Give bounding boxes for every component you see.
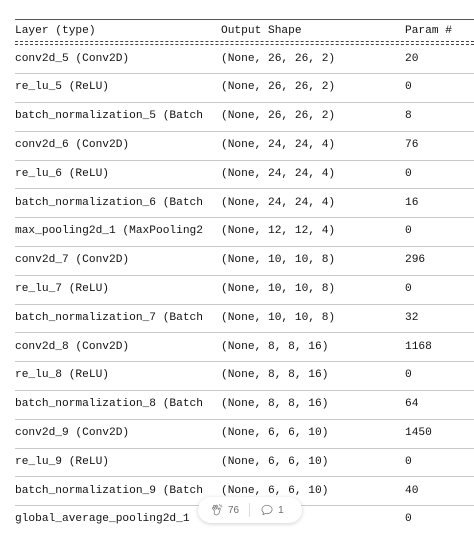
header-param: Param # — [405, 25, 452, 37]
layer-name: conv2d_9 (Conv2D) — [15, 426, 130, 439]
table-row — [15, 132, 474, 161]
output-shape: (None, 26, 26, 2) — [221, 110, 336, 123]
layer-name: max_pooling2d_1 (MaxPooling2 — [15, 225, 203, 238]
layer-name: re_lu_9 (ReLU) — [15, 455, 109, 468]
layer-name: conv2d_6 (Conv2D) — [15, 138, 130, 151]
layer-name: batch_normalization_7 (Batch — [15, 311, 203, 324]
table-row — [15, 103, 474, 132]
param-count: 32 — [405, 311, 419, 324]
comment-icon[interactable] — [260, 503, 274, 517]
output-shape: (None, 24, 24, 4) — [221, 138, 336, 151]
header-layer: Layer (type) — [15, 25, 96, 37]
comment-count: 1 — [278, 504, 284, 516]
table-row — [15, 190, 474, 219]
param-count: 0 — [405, 81, 412, 94]
param-count: 8 — [405, 110, 412, 123]
output-shape: (None, 10, 10, 8) — [221, 282, 336, 295]
layer-name: re_lu_5 (ReLU) — [15, 81, 109, 94]
output-shape: (None, 6, 6, 10) — [221, 484, 329, 497]
layer-name: conv2d_7 (Conv2D) — [15, 254, 130, 267]
table-row — [15, 362, 474, 391]
output-shape: (None, 6, 6, 10) — [221, 455, 329, 468]
table-row — [15, 276, 474, 305]
param-count: 16 — [405, 196, 419, 209]
layer-name: conv2d_8 (Conv2D) — [15, 340, 130, 353]
layer-name: re_lu_8 (ReLU) — [15, 369, 109, 382]
layer-name: batch_normalization_6 (Batch — [15, 196, 203, 209]
output-shape: (None, 6, 6, 10) — [221, 426, 329, 439]
summary-header — [15, 24, 474, 38]
param-count: 0 — [405, 369, 412, 382]
param-count: 40 — [405, 484, 419, 497]
table-row — [15, 161, 474, 190]
layer-name: batch_normalization_9 (Batch — [15, 484, 203, 497]
param-count: 1450 — [405, 426, 432, 439]
layer-name: conv2d_5 (Conv2D) — [15, 52, 130, 65]
output-shape: (None, 26, 26, 2) — [221, 52, 336, 65]
param-count: 20 — [405, 52, 419, 65]
param-count: 76 — [405, 138, 419, 151]
output-shape: (None, 24, 24, 4) — [221, 196, 336, 209]
param-count: 64 — [405, 398, 419, 411]
table-row — [15, 74, 474, 103]
output-shape: (None, 8, 8, 16) — [221, 369, 329, 382]
output-shape: (None, 10, 10, 8) — [221, 254, 336, 267]
clap-count: 76 — [228, 504, 240, 516]
table-row — [15, 46, 474, 75]
table-row — [15, 247, 474, 276]
table-row — [15, 334, 474, 363]
param-count: 0 — [405, 282, 412, 295]
output-shape: (None, 12, 12, 4) — [221, 225, 336, 238]
table-row — [15, 391, 474, 420]
layer-name: re_lu_6 (ReLU) — [15, 167, 109, 180]
table-row — [15, 449, 474, 478]
param-count: 0 — [405, 225, 412, 238]
param-count: 0 — [405, 513, 412, 526]
layer-name: re_lu_7 (ReLU) — [15, 282, 109, 295]
output-shape: (None, 8, 8, 16) — [221, 340, 329, 353]
reactions-bar[interactable] — [198, 497, 302, 523]
output-shape: (None, 10, 10, 8) — [221, 311, 336, 324]
table-row — [15, 218, 474, 247]
table-row — [15, 305, 474, 334]
param-count: 0 — [405, 167, 412, 180]
header-shape: Output Shape — [221, 25, 302, 37]
output-shape: (None, 26, 26, 2) — [221, 81, 336, 94]
output-shape: (None, 24, 24, 4) — [221, 167, 336, 180]
param-count: 296 — [405, 254, 426, 267]
layer-name: batch_normalization_5 (Batch — [15, 110, 203, 123]
double-rule — [15, 41, 474, 45]
layer-name: batch_normalization_8 (Batch — [15, 398, 203, 411]
param-count: 1168 — [405, 340, 432, 353]
table-row — [15, 420, 474, 449]
clap-icon[interactable] — [210, 503, 224, 517]
output-shape: (None, 8, 8, 16) — [221, 398, 329, 411]
reactions-divider — [249, 503, 250, 517]
layer-name: global_average_pooling2d_1 — [15, 513, 190, 526]
top-rule — [15, 19, 474, 20]
param-count: 0 — [405, 455, 412, 468]
